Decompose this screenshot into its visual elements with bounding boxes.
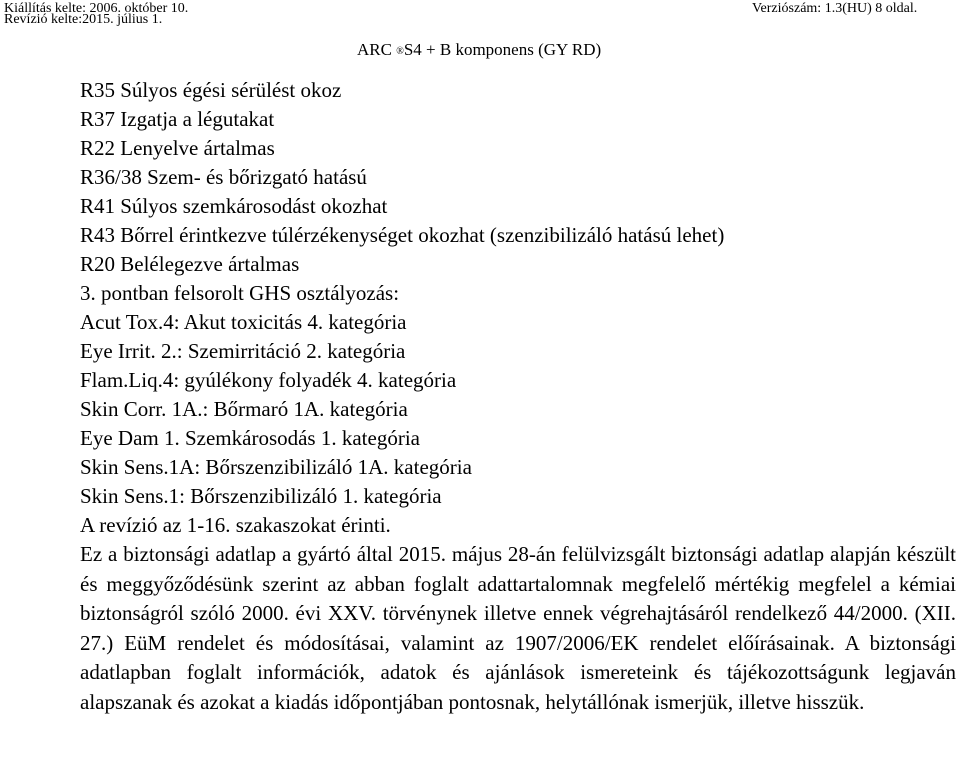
revision-note: A revízió az 1-16. szakaszokat érinti. <box>80 513 391 537</box>
ghs-classification: Eye Dam 1. Szemkárosodás 1. kategória <box>80 426 420 450</box>
hazard-phrase: R43 Bőrrel érintkezve túlérzékenységet okozhat (szenzibilizáló hatású lehet) <box>80 223 725 247</box>
ghs-classification: Eye Irrit. 2.: Szemirritáció 2. kategória <box>80 339 406 363</box>
version-page-info: Verziószám: 1.3(HU) 8 oldal. <box>752 1 918 16</box>
ghs-classification: Skin Sens.1: Bőrszenzibilizáló 1. kategória <box>80 484 442 508</box>
hazard-phrase: R37 Izgatja a légutakat <box>80 107 275 131</box>
hazard-phrase: R22 Lenyelve ártalmas <box>80 136 275 160</box>
ghs-classification: Skin Sens.1A: Bőrszenzibilizáló 1A. kategória <box>80 455 472 479</box>
ghs-classification: Acut Tox.4: Akut toxicitás 4. kategória <box>80 310 407 334</box>
hazard-phrase: R20 Belélegezve ártalmas <box>80 252 300 276</box>
compliance-statement: Ez a biztonsági adatlap a gyártó által 2015. május 28-án felülvizsgált biztonsági adatlap alapján készült és meggyőződésünk szerint az abban foglalt adattartalomnak megfelelő mértékig megfelel a kémiai biztonságról szóló 2000. évi XXV. törvénynek illetve ennek végrehajtásáról rendelkező 44/2000. (XII. 27.) EüM rendelet és módosításai, valamint az 1907/2006/EK rendelet előírásainak. A biztonsági adatlapban foglalt információk, adatok és ajánlások ismereteink és tájékozottságunk legjaván alapszanak és azokat a kiadás időpontjában pontosnak, helytállónak ismerjük, illetve hisszük. <box>80 542 956 714</box>
registered-mark: ® <box>396 46 404 57</box>
issue-date: Kiállítás kelte: 2006. október 10. <box>4 1 189 16</box>
product-title <box>357 40 601 63</box>
ghs-classification: Flam.Liq.4: gyúlékony folyadék 4. kategória <box>80 368 457 392</box>
product-name: S4 + B komponens (GY RD) <box>403 40 602 59</box>
hazard-phrase: R41 Súlyos szemkárosodást okozhat <box>80 194 388 218</box>
revision-date: Revízió kelte:2015. július 1. <box>4 12 163 27</box>
ghs-heading: 3. pontban felsorolt GHS osztályozás: <box>80 281 400 305</box>
hazard-phrase-list <box>80 76 724 511</box>
ghs-classification: Skin Corr. 1A.: Bőrmaró 1A. kategória <box>80 397 408 421</box>
hazard-phrase: R36/38 Szem- és bőrizgató hatású <box>80 165 367 189</box>
hazard-phrase: R35 Súlyos égési sérülést okoz <box>80 78 342 102</box>
product-prefix: ARC <box>357 40 392 59</box>
